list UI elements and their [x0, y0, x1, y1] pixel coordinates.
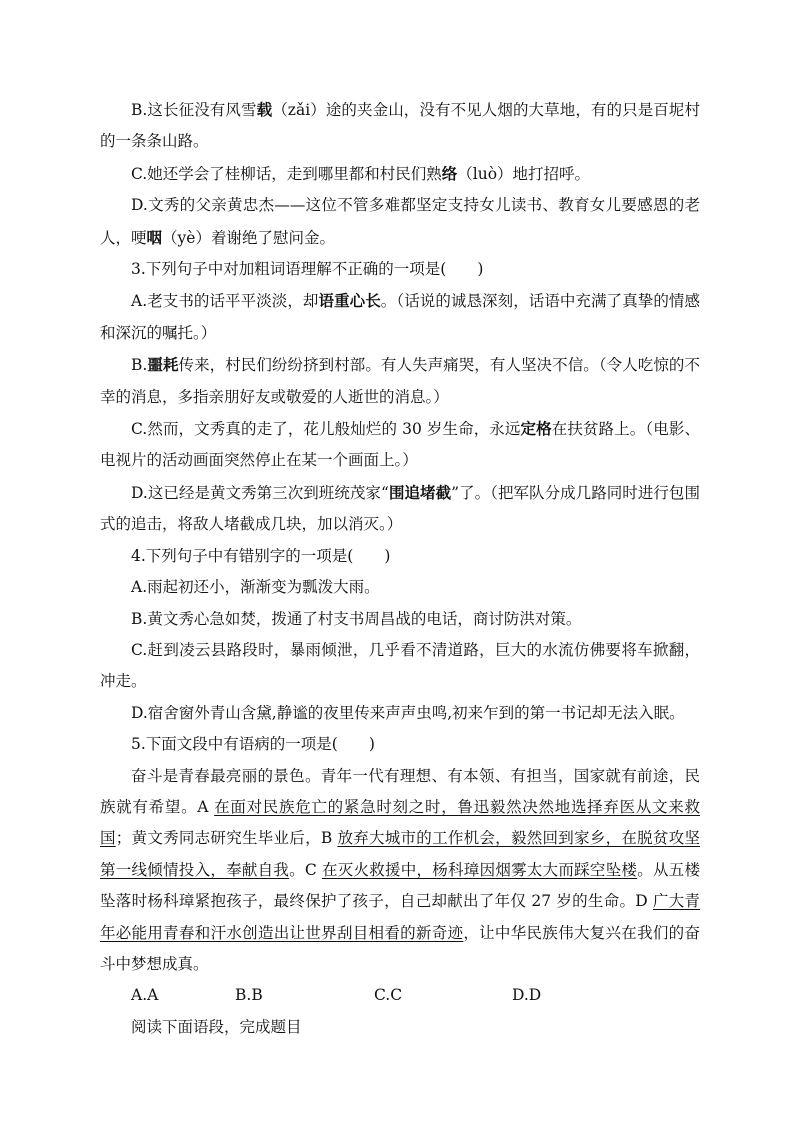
q4-option-c: C.赶到凌云县路段时，暴雨倾泄，几乎看不清道路，巨大的水流仿佛要将车掀翻，冲走。 — [100, 640, 700, 691]
q2-option-d: D.文秀的父亲黄忠杰——这位不管多难都坚定支持女儿读书、教育女儿要感恩的老人，哽咽（yè）着谢绝了慰问金。 — [100, 196, 700, 247]
q2-option-c: C.她还学会了桂柳话，走到哪里都和村民们熟络（luò）地打招呼。 — [131, 163, 591, 183]
q4-stem: 4.下列句子中有错别字的一项是( ) — [131, 546, 391, 565]
q5-choices — [100, 980, 700, 1011]
q3-stem: 3.下列句子中对加粗词语理解不正确的一项是( ) — [131, 260, 484, 279]
choice-a: A.A — [131, 986, 159, 1005]
q4-option-a: A.雨起初还小，渐渐变为瓢泼大雨。 — [131, 578, 380, 597]
q4-option-d: D.宿舍窗外青山含黛,静谧的夜里传来声声虫鸣,初来乍到的第一书记却无法入眠。 — [131, 703, 685, 722]
choice-d: D.D — [512, 986, 542, 1005]
q2-option-b: B.这长征没有风雪载（zǎi）途的夹金山，没有不见人烟的大草地，有的只是百坭村的一条条山路。 — [100, 100, 700, 151]
q5-stem: 5.下面文段中有语病的一项是( ) — [131, 735, 375, 754]
choice-b: B.B — [235, 986, 263, 1005]
q5-passage: 奋斗是青春最亮丽的景色。青年一代有理想、有本领、有担当，国家就有前途，民族就有希望。A 在面对民族危亡的紧急时刻之时，鲁迅毅然决然地选择弃医从文来救国；黄文秀同志研究生毕业后，B 放弃大城市的工作机会，毅然回到家乡，在脱贫攻坚第一线倾情投入，奉献自我。C 在灭火救援中，杨科璋因烟雾太大而踩空坠楼。从五楼坠落时杨科璋紧抱孩子，最终保护了孩子，自己却献出了年仅 27 岁的生命。D 广大青年必能用青春和汗水创造出让世界刮目相看的新奇迹，让中华民族伟大复兴在我们的奋斗中梦想成真。 — [100, 766, 700, 973]
q5-underline-c: 在灭火救援中，杨科璋因烟雾太大而踩空坠楼 — [321, 860, 638, 879]
q5-underline-b: 放弃大城市的工作机会，毅然回到家乡，在脱贫攻坚第一线倾情投入，奉献自我 — [100, 829, 700, 879]
q5-underline-a: 在面对民族危亡的紧急时刻之时，鲁迅毅然决然地选择弃医从文来救国 — [100, 797, 700, 848]
reading-instruction: 阅读下面语段，完成题目 — [131, 1017, 302, 1036]
q3-option-a: A.老支书的话平平淡淡，却语重心长。（话说的诚恳深刻，话语中充满了真挚的情感和深沉的嘱托。） — [100, 291, 700, 342]
choice-c: C.C — [374, 986, 403, 1005]
q3-option-b: B.噩耗传来，村民们纷纷挤到村部。有人失声痛哭，有人坚决不信。（令人吃惊的不幸的消息，多指亲朋好友或敬爱的人逝世的消息。） — [100, 355, 700, 406]
q4-option-b: B.黄文秀心急如焚，拨通了村支书周昌战的电话，商讨防洪对策。 — [131, 609, 582, 628]
q5-underline-d: 广大青年必能用青春和汗水创造出让世界刮目相看的新奇迹 — [100, 892, 700, 942]
q3-option-c: C.然而，文秀真的走了，花儿般灿烂的 30 岁生命，永远定格在扶贫路上。（电影、电视片的活动画面突然停止在某一个画面上。） — [100, 419, 700, 470]
page-content — [100, 94, 700, 1043]
q3-option-d: D.这已经是黄文秀第三次到班统茂家“围追堵截”了。（把军队分成几路同时进行包围式的追击，将敌人堵截成几块，加以消灭。） — [100, 482, 700, 534]
